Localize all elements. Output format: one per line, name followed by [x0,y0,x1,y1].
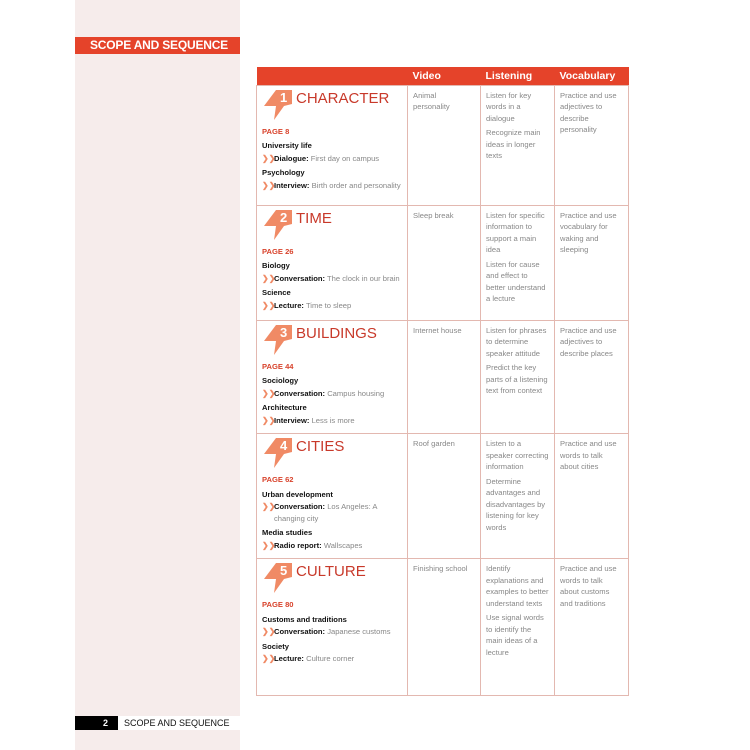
topic-name: Psychology [262,168,305,177]
unit-number: 1 [280,89,288,105]
listening-skill: Listen for cause and effect to better understand a lecture [486,259,546,303]
lesson-title: Japanese customs [327,627,391,636]
listening-skill: Predict the key parts of a listening text from context [486,363,548,395]
topic-name: Architecture [262,403,307,412]
unit-title: TIME [296,209,332,227]
chevron-right-icon: ❯❯ [262,627,276,636]
lesson-item [262,300,402,312]
unit-title: CHARACTER [296,89,390,107]
lesson-title: Birth order and personality [311,180,401,190]
listening-skill: Use signal words to identify the main ideas of a lecture [486,613,544,657]
unit-cell [257,205,408,320]
chevron-right-icon: ❯❯ [262,415,276,425]
chevron-right-icon: ❯❯ [262,180,276,190]
lesson-type: Conversation: [274,273,326,283]
lesson-item [262,273,402,285]
listening-skill: Listen for key words in a dialogue [486,90,532,123]
lesson-type: Lecture: [274,300,304,310]
lesson-title: Campus housing [327,388,385,398]
footer-label: SCOPE AND SEQUENCE [124,718,230,728]
unit-row [257,85,629,205]
listening-skill: Listen to a speaker correcting information [486,439,549,471]
lesson-type: Conversation: [274,627,326,636]
unit-row [257,559,629,696]
lesson-item [262,153,402,165]
listening-skill: Identify explanations and examples to better understand texts [486,564,549,608]
header-vocabulary: Vocabulary [555,67,629,85]
video-cell: Sleep break [408,205,481,320]
footer [75,716,240,730]
unit-badge-icon [262,563,294,593]
unit-badge-icon [262,325,294,355]
lesson-type: Interview: [274,415,310,425]
unit-page: PAGE 44 [262,361,294,371]
lesson-type: Conversation: [274,388,326,398]
topic-name: Sociology [262,376,299,385]
chevron-right-icon: ❯❯ [262,540,276,550]
lesson-item [262,540,402,552]
lesson-item [262,180,402,192]
video-cell: Internet house [408,320,481,434]
lesson-title: Time to sleep [305,300,352,310]
lesson-type: Lecture: [274,654,304,663]
listening-skill: Listen for specific information to support a main idea [486,210,545,254]
vocabulary-cell: Practice and use vocabulary for waking and sleeping [555,205,629,320]
lesson-type: Radio report: [274,540,322,550]
topic-name: Customs and traditions [262,614,347,624]
unit-page: PAGE 62 [262,475,294,484]
header-video: Video [408,67,481,85]
vocabulary-cell: Practice and use words to talk about cities [555,434,629,559]
unit-page: PAGE 26 [262,246,294,256]
video-cell: Animal personality [408,85,481,205]
unit-title: CULTURE [296,563,366,580]
unit-number: 2 [280,209,288,225]
side-strip [75,0,240,750]
vocabulary-cell: Practice and use words to talk about customs and traditions [555,559,629,696]
unit-cell [257,85,408,205]
lesson-title: The clock in our brain [327,273,400,283]
unit-row [257,434,629,559]
topic-name: Urban development [262,489,333,499]
header-blank [257,67,408,85]
listening-skill: Recognize main ideas in longer texts [486,128,541,160]
unit-page: PAGE 8 [262,126,290,136]
listening-skill: Listen for phrases to determine speaker attitude [486,325,547,358]
chevron-right-icon: ❯❯ [262,153,276,163]
topic-name: Science [262,288,291,297]
lesson-type: Dialogue: [274,153,309,163]
listening-skill: Determine advantages and disadvantages by listening for key words [486,476,546,532]
listening-cell [481,205,555,320]
chevron-right-icon: ❯❯ [262,300,276,310]
lesson-item [262,415,402,427]
unit-cell [257,559,408,696]
lesson-title: Less is more [311,415,355,425]
unit-page: PAGE 80 [262,600,294,609]
unit-cell [257,320,408,434]
unit-title: CITIES [296,438,345,455]
listening-cell [481,320,555,434]
unit-badge-icon [262,90,294,120]
video-cell: Finishing school [408,559,481,696]
unit-title: BUILDINGS [296,324,377,342]
chevron-right-icon: ❯❯ [262,502,276,511]
lesson-title: Wallscapes [323,540,363,550]
scope-table [256,67,629,696]
unit-number: 5 [280,563,288,578]
topic-name: Media studies [262,528,313,537]
lesson-title: Los Angeles: A changing city [274,502,378,523]
lesson-item [262,653,402,665]
lesson-item [262,501,402,524]
lesson-type: Interview: [274,180,310,190]
chevron-right-icon: ❯❯ [262,273,276,283]
lesson-type: Conversation: [274,502,326,511]
header-listening: Listening [481,67,555,85]
listening-cell [481,434,555,559]
unit-row [257,205,629,320]
unit-cell [257,434,408,559]
unit-number: 3 [280,324,288,340]
lesson-title: First day on campus [310,153,380,163]
unit-number: 4 [280,438,288,453]
video-cell: Roof garden [408,434,481,559]
chevron-right-icon: ❯❯ [262,654,276,663]
unit-badge-icon [262,438,294,468]
topic-name: Society [262,641,290,651]
page-number: 2 [75,716,118,730]
chevron-right-icon: ❯❯ [262,388,276,398]
vocabulary-cell: Practice and use adjectives to describe places [555,320,629,434]
listening-cell [481,85,555,205]
vocabulary-cell: Practice and use adjectives to describe personality [555,85,629,205]
lesson-item [262,388,402,400]
topic-name: Biology [262,261,290,270]
section-title: SCOPE AND SEQUENCE [75,37,240,54]
listening-cell [481,559,555,696]
lesson-title: Culture corner [306,654,355,663]
topic-name: University life [262,141,312,150]
lesson-item [262,626,402,638]
unit-row [257,320,629,434]
unit-badge-icon [262,210,294,240]
